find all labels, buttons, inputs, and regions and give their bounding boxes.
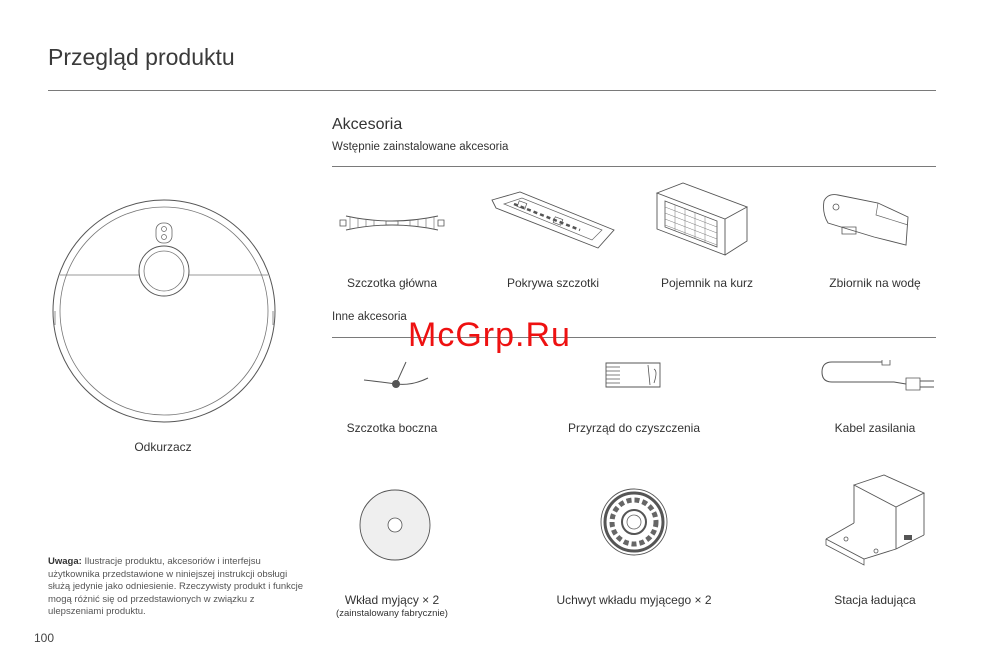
caption-cleaning-tool: Przyrząd do czyszczenia xyxy=(567,421,701,435)
side-brush-icon xyxy=(362,360,430,394)
cleaning-tool-icon xyxy=(606,361,662,389)
power-cable-icon xyxy=(820,360,936,392)
mop-holder-icon xyxy=(600,488,668,556)
title-divider xyxy=(48,90,936,91)
water-tank-icon xyxy=(820,193,910,249)
accessories-title: Akcesoria xyxy=(332,116,403,133)
note-text: Ilustracje produktu, akcesoriów i interfejsu użytkownika przedstawione w niniejszej instrukcji obsługi służą jedynie jako odniesienie. Rzeczywisty produkt i funkcje mogą różnić się od przedstawionych w związku z ulepszeniami produktu. xyxy=(48,556,304,617)
watermark: McGrp.Ru xyxy=(408,316,571,354)
caption-charging-dock: Stacja ładująca xyxy=(834,593,916,607)
caption-mop-pad-sub: (zainstalowany fabrycznie) xyxy=(336,608,448,619)
other-heading: Inne akcesoria xyxy=(332,311,407,323)
caption-dustbin: Pojemnik na kurz xyxy=(660,276,754,290)
preinstalled-heading: Wstępnie zainstalowane akcesoria xyxy=(332,141,509,153)
main-brush-icon xyxy=(340,212,444,234)
vacuum-label: Odkurzacz xyxy=(134,440,192,454)
brush-cover-icon xyxy=(490,190,616,252)
caption-brush-cover: Pokrywa szczotki xyxy=(506,276,600,290)
caption-mop-holder: Uchwyt wkładu myjącego × 2 xyxy=(556,593,712,607)
page-title: Przegląd produktu xyxy=(48,44,235,70)
preinstalled-divider xyxy=(332,166,936,167)
disclaimer-note xyxy=(48,556,306,619)
caption-water-tank: Zbiornik na wodę xyxy=(829,276,921,290)
page-number: 100 xyxy=(34,631,55,645)
caption-power-cable: Kabel zasilania xyxy=(834,421,916,435)
note-label: Uwaga: xyxy=(48,556,82,567)
mop-pad-icon xyxy=(358,488,432,562)
caption-main-brush: Szczotka główna xyxy=(346,276,438,290)
dustbin-icon xyxy=(655,183,749,255)
caption-side-brush: Szczotka boczna xyxy=(346,421,438,435)
robot-vacuum-icon xyxy=(52,199,278,425)
charging-dock-icon xyxy=(824,473,928,569)
caption-mop-pad: Wkład myjący × 2 xyxy=(344,593,440,607)
